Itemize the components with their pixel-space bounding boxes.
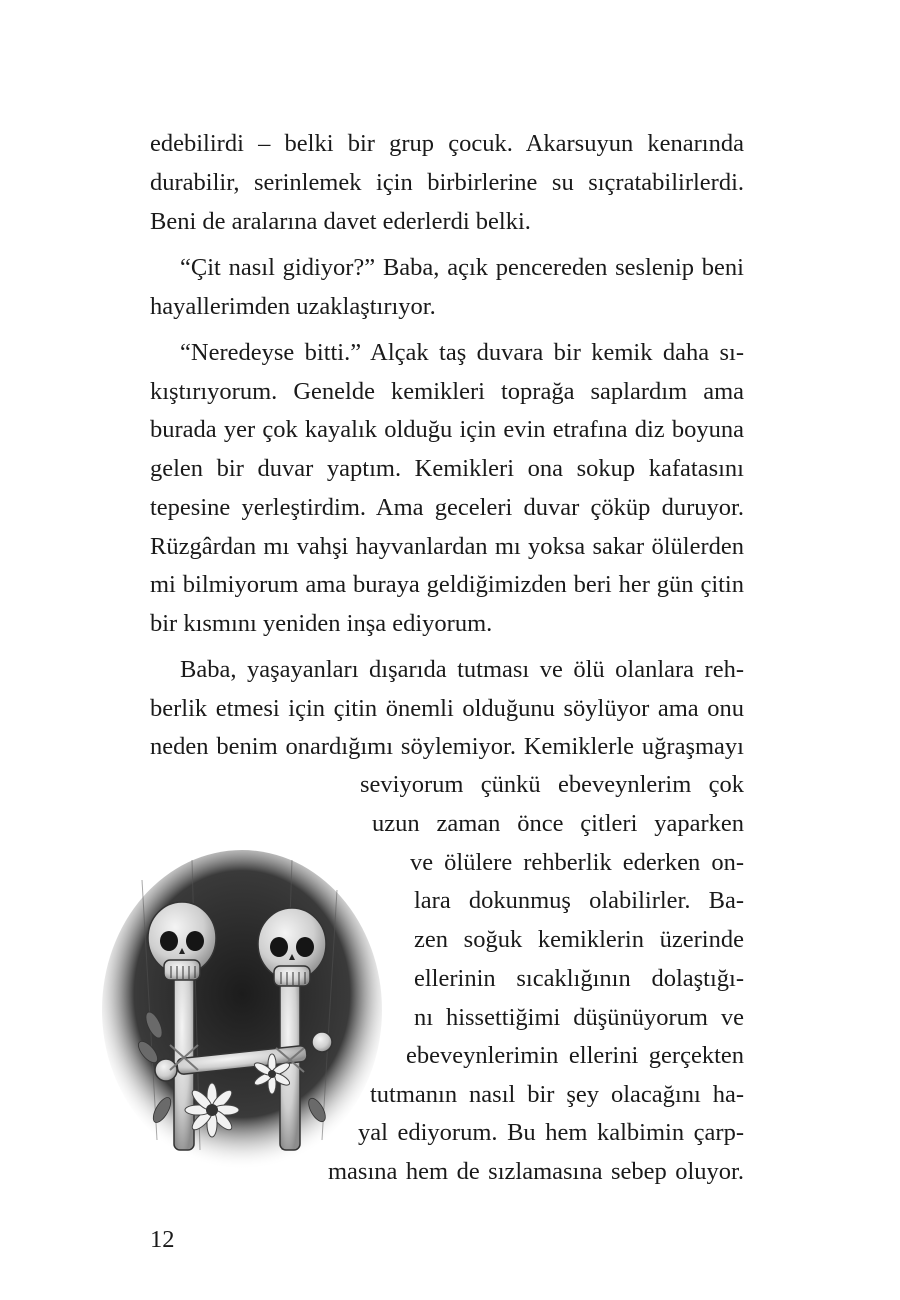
- text-line: ellerinin sıcaklığının dolaştığı-: [414, 965, 744, 992]
- text-line: uzun zaman önce çitleri yaparken: [372, 810, 744, 837]
- text-line: kıştırıyorum. Genelde kemikleri toprağa saplardım ama: [150, 378, 744, 405]
- text-line: Rüzgârdan mı vahşi hayvanlardan mı yoksa sakar ölülerden: [150, 533, 744, 560]
- text-line: gelen bir duvar yaptım. Kemikleri ona sokup kafatasını: [150, 455, 744, 482]
- page-number: 12: [150, 1226, 175, 1253]
- text-line: Baba, yaşayanları dışarıda tutması ve ölü olanlara reh-: [180, 656, 744, 683]
- text-line: yal ediyorum. Bu hem kalbimin çarp-: [358, 1119, 744, 1146]
- text-line: masına hem de sızlamasına sebep oluyor.: [328, 1158, 744, 1185]
- text-line: lara dokunmuş olabilirler. Ba-: [414, 887, 744, 914]
- text-line: tepesine yerleştirdim. Ama geceleri duvar çöküp duruyor.: [150, 494, 744, 521]
- text-line: nı hissettiğimi düşünüyorum ve: [414, 1004, 744, 1031]
- text-line: burada yer çok kayalık olduğu için evin etrafına diz boyuna: [150, 416, 744, 443]
- text-line: “Neredeyse bitti.” Alçak taş duvara bir kemik daha sı-: [180, 339, 744, 366]
- text-line: edebilirdi – belki bir grup çocuk. Akarsuyun kenarında: [150, 130, 744, 157]
- text-line: ve ölülere rehberlik ederken on-: [410, 849, 744, 876]
- text-line: seviyorum çünkü ebeveynlerim çok: [360, 771, 744, 798]
- text-line: mi bilmiyorum ama buraya geldiğimizden beri her gün çitin: [150, 571, 744, 598]
- text-line: durabilir, serinlemek için birbirlerine su sıçratabilirlerdi.: [150, 169, 744, 196]
- flower-icon: [185, 1083, 239, 1137]
- text-line: ebeveynlerimin ellerini gerçekten: [406, 1042, 744, 1069]
- text-line: Beni de aralarına davet ederlerdi belki.: [150, 208, 531, 235]
- text-line: bir kısmını yeniden inşa ediyorum.: [150, 610, 493, 637]
- text-line: tutmanın nasıl bir şey olacağını ha-: [370, 1081, 744, 1108]
- text-line: zen soğuk kemiklerin üzerinde: [414, 926, 744, 953]
- text-line: neden benim onardığımı söylemiyor. Kemiklerle uğraşmayı: [150, 733, 744, 760]
- skull-fence-illustration: [82, 820, 382, 1170]
- text-line: hayallerimden uzaklaştırıyor.: [150, 293, 436, 320]
- text-line: berlik etmesi için çitin önemli olduğunu söylüyor ama onu: [150, 695, 744, 722]
- text-line: “Çit nasıl gidiyor?” Baba, açık pencereden seslenip beni: [180, 254, 744, 281]
